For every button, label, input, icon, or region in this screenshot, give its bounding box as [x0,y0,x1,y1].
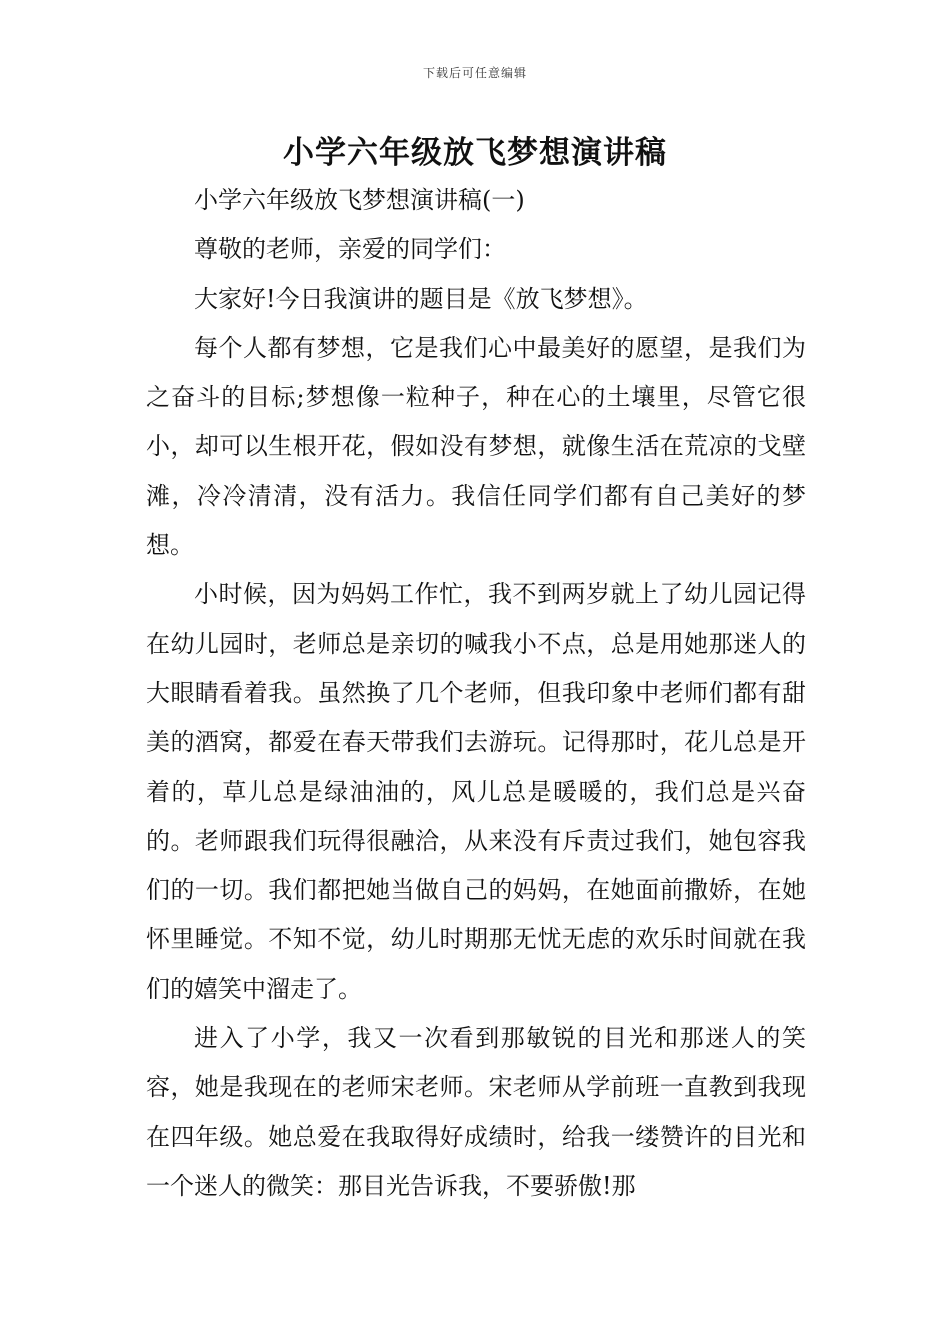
document-title: 小学六年级放飞梦想演讲稿 [283,135,667,171]
header-note: 下载后可任意编辑 [422,66,527,80]
paragraph: 小时候，因为妈妈工作忙，我不到两岁就上了幼儿园记得在幼儿园时，老师总是亲切的喊我小不点，总是用她那迷人的大眼睛看着我。虽然换了几个老师，但我印象中老师们都有甜美的酒窝，都爱在春天带我们去游玩。记得那时，花儿总是开着的，草儿总是绿油油的，风儿总是暖暖的，我们总是兴奋的。老师跟我们玩得很融洽，从来没有斥责过我们，她包容我们的一切。我们都把她当做自己的妈妈，在她面前撒娇，在她怀里睡觉。不知不觉，幼儿时期那无忧无虑的欢乐时间就在我们的嬉笑中溜走了。 [146,580,806,1003]
paragraph: 每个人都有梦想，它是我们心中最美好的愿望，是我们为之奋斗的目标;梦想像一粒种子，种在心的土壤里，尽管它很小，却可以生根开花，假如没有梦想，就像生活在荒凉的戈壁滩，冷冷清清，没有活力。我信任同学们都有自己美好的梦想。 [146,333,806,560]
document-body [146,176,806,1211]
paragraph-salutation: 尊敬的老师，亲爱的同学们： [194,235,506,264]
paragraph-subtitle: 小学六年级放飞梦想演讲稿(一) [194,186,525,214]
paragraph-greeting: 大家好!今日我演讲的题目是《放飞梦想》。 [194,284,648,313]
paragraph: 进入了小学，我又一次看到那敏锐的目光和那迷人的笑容，她是我现在的老师宋老师。宋老师从学前班一直教到我现在四年级。她总爱在我取得好成绩时，给我一缕赞许的目光和一个迷人的微笑：那目光告诉我，不要骄傲!那 [146,1024,806,1200]
